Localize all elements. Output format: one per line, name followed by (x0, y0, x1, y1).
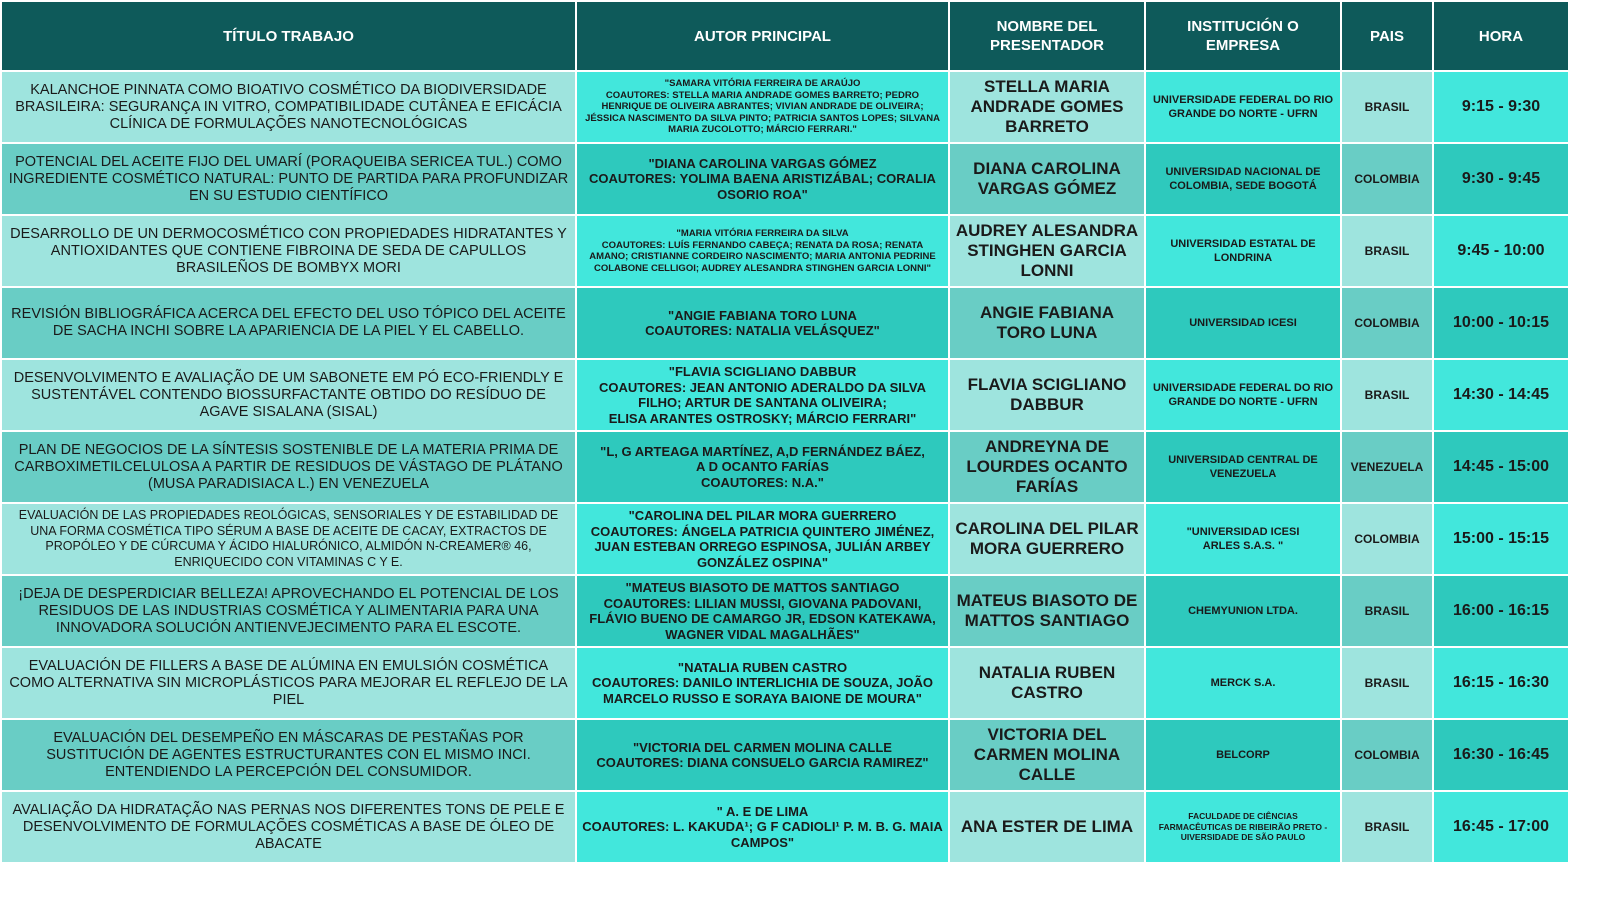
institution-text: MERCK S.A. (1210, 677, 1276, 689)
table-row (1, 359, 1569, 431)
cell-country: COLOMBIA (1341, 719, 1433, 791)
cell-author (576, 359, 949, 431)
title-text: DESARROLLO DE UN DERMOCOSMÉTICO CON PROPIEDADES HIDRATANTES Y ANTIOXIDANTES QUE CONTIENE FIBROINA DE SEDA DE CAPULLOS BRASILEÑOS DE BOMBYX MORI (10, 225, 567, 276)
author-text: "NATALIA RUBEN CASTRO COAUTORES: DANILO INTERLICHIA DE SOUZA, JOÃO MARCELO RUSSO E SORAYA BAIONE DE MOURA" (592, 659, 933, 706)
cell-time: 16:30 - 16:45 (1433, 719, 1569, 791)
cell-time: 16:15 - 16:30 (1433, 647, 1569, 719)
author-text: " A. E DE LIMA COAUTORES: L. KAKUDA¹; G F CADIOLI¹ P. M. B. G. MAIA CAMPOS" (582, 803, 943, 850)
title-text: EVALUACIÓN DEL DESEMPEÑO EN MÁSCARAS DE PESTAÑAS POR SUSTITUCIÓN DE AGENTES ESTRUCTURANTES CON EL MISMO INCI. ENTENDIENDO LA PERCEPCIÓN DEL CONSUMIDOR. (46, 729, 531, 780)
cell-institution (1145, 503, 1341, 575)
cell-time: 15:00 - 15:15 (1433, 503, 1569, 575)
institution-text: CHEMYUNION LTDA. (1188, 605, 1298, 617)
header-country: PAIS (1341, 1, 1433, 71)
author-text: "FLAVIA SCIGLIANO DABBUR COAUTORES: JEAN ANTONIO ADERALDO DA SILVA FILHO; ARTUR DE SANTANA OLIVEIRA; ELISA ARANTES OSTROSKY; MÁRCIO FERRARI" (599, 364, 926, 426)
cell-title (1, 431, 576, 503)
title-text: ¡DEJA DE DESPERDICIAR BELLEZA! APROVECHANDO EL POTENCIAL DE LOS RESIDUOS DE LAS INDUSTRIAS COSMÉTICA Y ALIMENTARIA PARA UNA INNOVADORA SOLUCIÓN ANTIENVEJECIMENTO PARA EL ESCOTE. (18, 585, 559, 636)
author-text: "L, G ARTEAGA MARTÍNEZ, A,D FERNÁNDEZ BÁEZ, A D OCANTO FARÍAS COAUTORES: N.A." (600, 443, 925, 490)
cell-country: BRASIL (1341, 359, 1433, 431)
author-text: "MARIA VITÓRIA FERREIRA DA SILVA COAUTORES: LUÍS FERNANDO CABEÇA; RENATA DA ROSA; RENATA AMANO; CRISTIANNE CORDEIRO NASCIMENTO; MARIA ANTONIA PEDRINE COLABONE CELLIGOI; AUDREY ALESANDRA STINGHEN GARCIA LONNI" (589, 228, 936, 274)
cell-country: COLOMBIA (1341, 143, 1433, 215)
cell-institution (1145, 719, 1341, 791)
author-text: "ANGIE FABIANA TORO LUNA COAUTORES: NATALIA VELÁSQUEZ" (645, 307, 880, 338)
cell-country: BRASIL (1341, 71, 1433, 143)
author-text: "SAMARA VITÓRIA FERREIRA DE ARAÚJO COAUTORES: STELLA MARIA ANDRADE GOMES BARRETO; PEDRO HENRIQUE DE OLIVEIRA ABRANTES; VIVIAN ANDRADE DE OLIVEIRA; JÉSSICA NASCIMENTO DA SILVA PINTO; PATRICIA SANTOS LOPES; SILVANA MARIA ZUCOLOTTO; MÁRCIO FERRARI." (585, 78, 940, 136)
table-row (1, 791, 1569, 863)
cell-country: BRASIL (1341, 215, 1433, 287)
cell-author (576, 71, 949, 143)
cell-institution (1145, 71, 1341, 143)
cell-author (576, 143, 949, 215)
cell-presenter: STELLA MARIA ANDRADE GOMES BARRETO (949, 71, 1145, 143)
cell-time: 16:00 - 16:15 (1433, 575, 1569, 647)
institution-text: UNIVERSIDAD NACIONAL DE COLOMBIA, SEDE BOGOTÁ (1165, 166, 1321, 192)
cell-title (1, 719, 576, 791)
header-institution: INSTITUCIÓN O EMPRESA (1145, 1, 1341, 71)
cell-time: 10:00 - 10:15 (1433, 287, 1569, 359)
cell-time: 9:30 - 9:45 (1433, 143, 1569, 215)
header-time: HORA (1433, 1, 1569, 71)
title-text: REVISIÓN BIBLIOGRÁFICA ACERCA DEL EFECTO DEL USO TÓPICO DEL ACEITE DE SACHA INCHI SOBRE LA APARIENCIA DE LA PIEL Y EL CABELLO. (11, 306, 566, 339)
cell-author (576, 719, 949, 791)
cell-author (576, 647, 949, 719)
cell-title (1, 143, 576, 215)
cell-country: COLOMBIA (1341, 503, 1433, 575)
cell-author (576, 503, 949, 575)
table-row (1, 719, 1569, 791)
author-text: "DIANA CAROLINA VARGAS GÓMEZ COAUTORES: YOLIMA BAENA ARISTIZÁBAL; CORALIA OSORIO ROA" (589, 155, 936, 202)
title-text: POTENCIAL DEL ACEITE FIJO DEL UMARÍ (PORAQUEIBA SERICEA TUL.) COMO INGREDIENTE COSMÉTICO NATURAL: PUNTO DE PARTIDA PARA PROFUNDIZAR EN SU ESTUDIO CIENTÍFICO (8, 153, 569, 204)
cell-title (1, 215, 576, 287)
cell-time: 14:45 - 15:00 (1433, 431, 1569, 503)
cell-title (1, 71, 576, 143)
title-text: EVALUACIÓN DE FILLERS A BASE DE ALÚMINA EN EMULSIÓN COSMÉTICA COMO ALTERNATIVA SIN MICROPLÁSTICOS PARA MEJORAR EL REFLEJO DE LA PIEL (9, 657, 568, 708)
cell-title (1, 791, 576, 863)
cell-country: COLOMBIA (1341, 287, 1433, 359)
table-row (1, 143, 1569, 215)
title-text: KALANCHOE PINNATA COMO BIOATIVO COSMÉTICO DA BIODIVERSIDADE BRASILEIRA: SEGURANÇA IN VITRO, COMPATIBILIDADE CUTÂNEA E EFICÁCIA CLÍNICA DE FORMULAÇÕES NANOTECNOLÓGICAS (15, 81, 562, 132)
cell-title (1, 503, 576, 575)
cell-country: BRASIL (1341, 791, 1433, 863)
cell-institution (1145, 647, 1341, 719)
cell-country: BRASIL (1341, 575, 1433, 647)
cell-author (576, 791, 949, 863)
cell-title (1, 287, 576, 359)
institution-text: UNIVERSIDADE FEDERAL DO RIO GRANDE DO NORTE - UFRN (1152, 382, 1334, 408)
author-text: "CAROLINA DEL PILAR MORA GUERRERO COAUTORES: ÁNGELA PATRICIA QUINTERO JIMÉNEZ, JUAN ESTEBAN ORREGO ESPINOSA, JULIÁN ARBEY GONZÁLEZ OSPINA" (590, 508, 935, 570)
author-text: "VICTORIA DEL CARMEN MOLINA CALLE COAUTORES: DIANA CONSUELO GARCIA RAMIREZ" (596, 739, 929, 770)
cell-author (576, 287, 949, 359)
cell-presenter: FLAVIA SCIGLIANO DABBUR (949, 359, 1145, 431)
cell-time: 16:45 - 17:00 (1433, 791, 1569, 863)
table-row (1, 575, 1569, 647)
cell-title (1, 647, 576, 719)
header-row (1, 1, 1569, 71)
cell-presenter: MATEUS BIASOTO DE MATTOS SANTIAGO (949, 575, 1145, 647)
cell-author (576, 215, 949, 287)
title-text: PLAN DE NEGOCIOS DE LA SÍNTESIS SOSTENIBLE DE LA MATERIA PRIMA DE CARBOXIMETILCELULOSA A PARTIR DE RESIDUOS DE VÁSTAGO DE PLÁTANO (MUSA PARADISIACA L.) EN VENEZUELA (14, 441, 563, 492)
title-text: EVALUACIÓN DE LAS PROPIEDADES REOLÓGICAS, SENSORIALES Y DE ESTABILIDAD DE UNA FORMA COSMÉTICA TIPO SÉRUM A BASE DE ACEITE DE CACAY, EXTRACTOS DE PROPÓLEO Y DE CÚRCUMA Y ÁCIDO HIALURÓNICO, ALMIDÓN N-CREAMER® 46, ENRIQUECIDO CON VITAMINAS C Y E. (18, 508, 559, 569)
cell-author (576, 575, 949, 647)
table-row (1, 647, 1569, 719)
cell-presenter: ANGIE FABIANA TORO LUNA (949, 287, 1145, 359)
cell-author (576, 431, 949, 503)
institution-text: UNIVERSIDAD CENTRAL DE VENEZUELA (1168, 454, 1318, 480)
table-row (1, 215, 1569, 287)
table-row (1, 287, 1569, 359)
cell-time: 9:15 - 9:30 (1433, 71, 1569, 143)
cell-country: BRASIL (1341, 647, 1433, 719)
header-presenter: NOMBRE DEL PRESENTADOR (949, 1, 1145, 71)
institution-text: BELCORP (1216, 749, 1270, 761)
cell-title (1, 575, 576, 647)
cell-institution (1145, 287, 1341, 359)
cell-time: 9:45 - 10:00 (1433, 215, 1569, 287)
cell-institution (1145, 359, 1341, 431)
cell-institution (1145, 431, 1341, 503)
institution-text: UNIVERSIDADE FEDERAL DO RIO GRANDE DO NORTE - UFRN (1152, 94, 1334, 120)
cell-presenter: AUDREY ALESANDRA STINGHEN GARCIA LONNI (949, 215, 1145, 287)
cell-presenter: CAROLINA DEL PILAR MORA GUERRERO (949, 503, 1145, 575)
cell-presenter: NATALIA RUBEN CASTRO (949, 647, 1145, 719)
author-text: "MATEUS BIASOTO DE MATTOS SANTIAGO COAUTORES: LILIAN MUSSI, GIOVANA PADOVANI, FLÁVIO BUENO DE CAMARGO JR, EDSON KATEKAWA, WAGNER VIDAL MAGALHÃES" (589, 580, 936, 642)
cell-institution (1145, 791, 1341, 863)
institution-text: "UNIVERSIDAD ICESI ARLES S.A.S. " (1186, 526, 1300, 552)
cell-presenter: ANDREYNA DE LOURDES OCANTO FARÍAS (949, 431, 1145, 503)
cell-presenter: VICTORIA DEL CARMEN MOLINA CALLE (949, 719, 1145, 791)
cell-institution (1145, 575, 1341, 647)
cell-presenter: ANA ESTER DE LIMA (949, 791, 1145, 863)
header-author: AUTOR PRINCIPAL (576, 1, 949, 71)
institution-text: UNIVERSIDAD ESTATAL DE LONDRINA (1170, 238, 1316, 264)
title-text: DESENVOLVIMENTO E AVALIAÇÃO DE UM SABONETE EM PÓ ECO-FRIENDLY E SUSTENTÁVEL CONTENDO BIOSSURFACTANTE OBTIDO DO RESÍDUO DE AGAVE SISALANA (SISAL) (13, 369, 564, 420)
cell-title (1, 359, 576, 431)
cell-presenter: DIANA CAROLINA VARGAS GÓMEZ (949, 143, 1145, 215)
header-title: TÍTULO TRABAJO (1, 1, 576, 71)
cell-time: 14:30 - 14:45 (1433, 359, 1569, 431)
title-text: AVALIAÇÃO DA HIDRATAÇÃO NAS PERNAS NOS DIFERENTES TONS DE PELE E DESENVOLVIMENTO DE FORMULAÇÕES COSMÉTICAS A BASE DE ÓLEO DE ABACATE (12, 801, 565, 852)
table-row (1, 503, 1569, 575)
institution-text: FACULDADE DE CIÊNCIAS FARMACÊUTICAS DE RIBEIRÃO PRETO - UIVERSIDADE DE SÃO PAULO (1158, 811, 1328, 843)
cell-institution (1145, 215, 1341, 287)
cell-institution (1145, 143, 1341, 215)
table-row (1, 431, 1569, 503)
table-row (1, 71, 1569, 143)
institution-text: UNIVERSIDAD ICESI (1189, 317, 1297, 329)
cell-country: VENEZUELA (1341, 431, 1433, 503)
